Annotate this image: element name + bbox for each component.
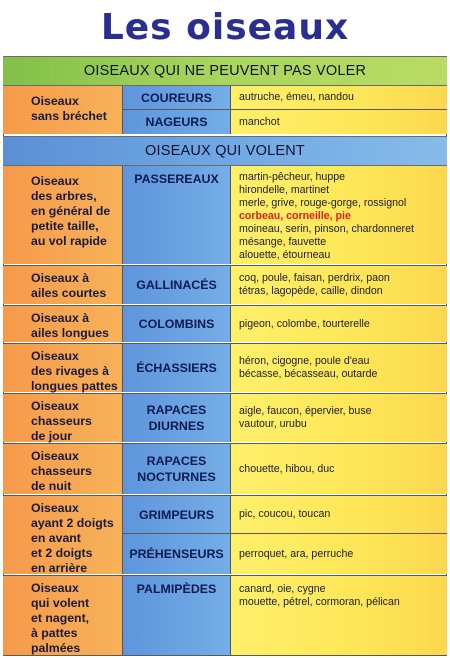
group-label xyxy=(3,344,123,392)
group-label-line: en arrière xyxy=(31,561,88,575)
order-row xyxy=(123,496,447,533)
order-name xyxy=(123,534,231,574)
group-label-line: Oiseaux xyxy=(31,399,79,413)
order-name-line: NAGEURS xyxy=(145,115,208,129)
group-label xyxy=(3,576,123,655)
group-label-line: de nuit xyxy=(31,479,72,493)
bird-list xyxy=(231,266,447,304)
order-name-line: COUREURS xyxy=(141,90,212,105)
page-title: Les oiseaux xyxy=(100,6,350,48)
bird-list xyxy=(231,110,447,134)
group-label-line: chasseurs xyxy=(31,414,92,428)
group-label-line: et 2 doigts xyxy=(31,546,93,560)
bird-line: manchot xyxy=(239,115,280,128)
table-row xyxy=(3,166,447,264)
group-label-line: Oiseaux xyxy=(31,94,79,108)
bird-list xyxy=(231,496,447,533)
order-name xyxy=(123,86,231,109)
bird-line: tétras, lagopède, caille, dindon xyxy=(239,285,383,297)
bird-list xyxy=(231,166,447,264)
group-label-line: petite taille, xyxy=(31,219,99,233)
order-list xyxy=(123,86,447,134)
bird-line: hirondelle, martinet xyxy=(239,184,330,196)
bird-line: moineau, serin, pinson, chardonneret xyxy=(239,223,414,235)
bird-line: chouette, hibou, duc xyxy=(239,462,335,475)
order-name-line: PALMIPÈDES xyxy=(136,582,217,596)
bird-line: canard, oie, cygne xyxy=(239,583,326,595)
group-label-line: sans bréchet xyxy=(31,109,107,123)
order-name xyxy=(123,266,231,304)
group-label-line: Oiseaux xyxy=(31,501,79,515)
section-header-flightless: OISEAUX QUI NE PEUVENT PAS VOLER xyxy=(3,56,447,86)
order-name-line: ÉCHASSIERS xyxy=(136,361,217,375)
bird-line: coq, poule, faisan, perdrix, paon xyxy=(239,272,390,284)
group-label-line: ailes longues xyxy=(31,326,109,340)
group-label-line: de jour xyxy=(31,429,72,443)
table-row xyxy=(3,394,447,442)
group-label xyxy=(3,166,123,264)
bird-line: héron, cigogne, poule d'eau xyxy=(239,355,370,367)
group-label-line: palmées xyxy=(31,641,81,655)
bird-list xyxy=(231,576,447,655)
group-label xyxy=(3,496,123,574)
bird-line: pic, coucou, toucan xyxy=(239,508,331,520)
bird-list xyxy=(231,344,447,392)
bird-line: alouette, étourneau xyxy=(239,249,331,261)
group-label-line: en général de xyxy=(31,204,111,218)
order-name xyxy=(123,344,231,392)
group-label xyxy=(3,266,123,304)
bird-line: vautour, urubu xyxy=(239,418,307,430)
group-label-line: des rivages à xyxy=(31,364,109,378)
section-header-flying: OISEAUX QUI VOLENT xyxy=(3,136,447,166)
group-label-line: des arbres, xyxy=(31,189,97,203)
table-row xyxy=(3,344,447,392)
group-label xyxy=(3,394,123,442)
bird-list xyxy=(231,86,447,109)
bird-list xyxy=(231,534,447,574)
order-name-line: PRÉHENSEURS xyxy=(129,547,224,561)
order-name-line: RAPACES xyxy=(146,454,207,468)
bird-line: bécasse, bécasseau, outarde xyxy=(239,368,378,380)
order-row xyxy=(123,86,447,109)
bird-list xyxy=(231,306,447,342)
group-label xyxy=(3,86,123,134)
order-row xyxy=(123,110,447,134)
group-label xyxy=(3,444,123,494)
order-list xyxy=(123,496,447,574)
order-name xyxy=(123,166,231,264)
group-label-line: chasseurs xyxy=(31,464,92,478)
order-name xyxy=(123,306,231,342)
table-row xyxy=(3,444,447,494)
order-name-line: DIURNES xyxy=(148,419,205,433)
order-name-line: GRIMPEURS xyxy=(138,507,215,522)
bird-line: martin-pêcheur, huppe xyxy=(239,171,346,183)
table-row-flightless xyxy=(3,86,447,134)
bird-list xyxy=(231,394,447,442)
group-label-line: Oiseaux à xyxy=(31,271,90,285)
group-label-line: Oiseaux xyxy=(31,581,79,595)
order-row xyxy=(123,534,447,574)
order-name-line: GALLINACÉS xyxy=(136,278,217,292)
group-label-line: Oiseaux xyxy=(31,174,79,188)
group-label-line: qui volent xyxy=(31,596,90,610)
table-row xyxy=(3,306,447,342)
group-label-line: ailes courtes xyxy=(31,286,107,300)
order-name-line: PASSEREAUX xyxy=(134,172,219,186)
bird-line: mésange, fauvette xyxy=(239,236,327,248)
row-divider xyxy=(3,655,447,656)
group-label xyxy=(3,306,123,342)
order-name xyxy=(123,444,231,494)
group-label-line: et nagent, xyxy=(31,611,90,625)
order-name-line: COLOMBINS xyxy=(138,317,215,331)
order-name-line: RAPACES xyxy=(146,403,207,417)
bird-list xyxy=(231,444,447,494)
table-row xyxy=(3,576,447,655)
bird-line-highlighted: corbeau, corneille, pie xyxy=(239,210,351,222)
bird-line: mouette, pétrel, cormoran, pélican xyxy=(239,596,400,608)
order-name xyxy=(123,110,231,134)
bird-line: merle, grive, rouge-gorge, rossignol xyxy=(239,197,407,209)
order-name xyxy=(123,576,231,655)
table-row xyxy=(3,496,447,574)
group-label-line: Oiseaux à xyxy=(31,311,90,325)
order-name xyxy=(123,496,231,533)
order-name-line: NOCTURNES xyxy=(137,470,216,484)
bird-line: perroquet, ara, perruche xyxy=(239,547,354,560)
group-label-line: Oiseaux xyxy=(31,349,79,363)
group-label-line: à pattes xyxy=(31,626,78,640)
bird-line: pigeon, colombe, tourterelle xyxy=(239,317,370,330)
group-label-line: longues pattes xyxy=(31,379,118,393)
bird-line: autruche, émeu, nandou xyxy=(239,91,354,103)
group-label-line: au vol rapide xyxy=(31,234,107,248)
bird-line: aigle, faucon, épervier, buse xyxy=(239,405,372,417)
order-name xyxy=(123,394,231,442)
group-label-line: en avant xyxy=(31,531,81,545)
group-label-line: ayant 2 doigts xyxy=(31,516,114,530)
group-label-line: Oiseaux xyxy=(31,449,79,463)
table-row xyxy=(3,266,447,304)
